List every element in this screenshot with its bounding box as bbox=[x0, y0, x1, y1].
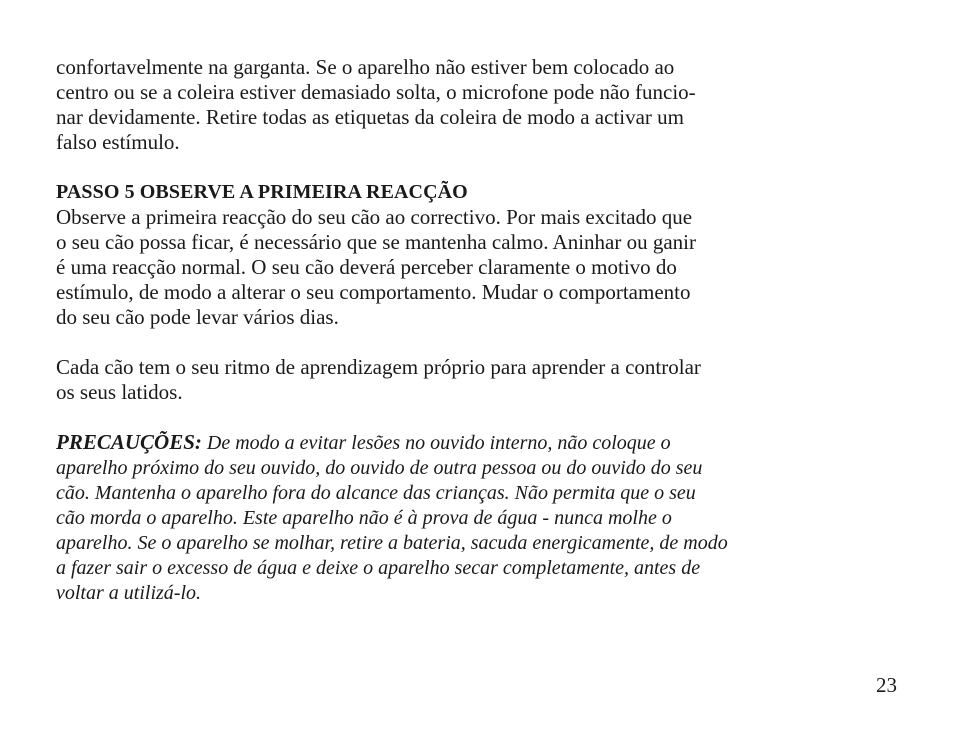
text-line: aparelho. Se o aparelho se molhar, retire a bateria, sacuda energicamente, de modo bbox=[56, 532, 728, 554]
text-line: centro ou se a coleira estiver demasiado solta, o microfone pode não funcio- bbox=[56, 80, 696, 104]
manual-page bbox=[56, 55, 916, 606]
text-line: do seu cão pode levar vários dias. bbox=[56, 305, 339, 329]
text-line bbox=[56, 430, 916, 456]
text-line: cão. Mantenha o aparelho fora do alcance das crianças. Não permita que o seu bbox=[56, 482, 696, 504]
precautions-paragraph bbox=[56, 430, 916, 606]
text-line: Cada cão tem o seu ritmo de aprendizagem próprio para aprender a controlar bbox=[56, 355, 701, 379]
text-line: falso estímulo. bbox=[56, 130, 180, 154]
learning-paragraph bbox=[56, 355, 916, 405]
text-line: estímulo, de modo a alterar o seu comportamento. Mudar o comportamento bbox=[56, 280, 691, 304]
text-line: o seu cão possa ficar, é necessário que se mantenha calmo. Aninhar ou ganir bbox=[56, 230, 697, 254]
text-line: voltar a utilizá-lo. bbox=[56, 582, 201, 604]
text-line: os seus latidos. bbox=[56, 380, 183, 404]
text-line: nar devidamente. Retire todas as etiquetas da coleira de modo a activar um bbox=[56, 105, 685, 129]
text-line: Observe a primeira reacção do seu cão ao correctivo. Por mais excitado que bbox=[56, 205, 693, 229]
precautions-first-line: De modo a evitar lesões no ouvido interno, não coloque o bbox=[201, 432, 671, 454]
text-line: a fazer sair o excesso de água e deixe o aparelho secar completamente, antes de bbox=[56, 557, 701, 579]
paragraph-spacer bbox=[56, 330, 916, 355]
text-line: confortavelmente na garganta. Se o aparelho não estiver bem colocado ao bbox=[56, 55, 675, 79]
text-line: aparelho próximo do seu ouvido, do ouvido de outra pessoa ou do ouvido do seu bbox=[56, 457, 703, 479]
paragraph-spacer bbox=[56, 405, 916, 430]
intro-paragraph bbox=[56, 55, 916, 155]
text-line: é uma reacção normal. O seu cão deverá perceber claramente o motivo do bbox=[56, 255, 677, 279]
step-5-paragraph bbox=[56, 205, 916, 330]
page-number: 23 bbox=[876, 673, 897, 697]
step-5-heading: PASSO 5 OBSERVE A PRIMEIRA REACÇÃO bbox=[56, 181, 468, 203]
text-line: cão morda o aparelho. Este aparelho não é à prova de água - nunca molhe o bbox=[56, 507, 672, 529]
precautions-label: PRECAUÇÕES: bbox=[56, 430, 202, 454]
paragraph-spacer bbox=[56, 155, 916, 180]
